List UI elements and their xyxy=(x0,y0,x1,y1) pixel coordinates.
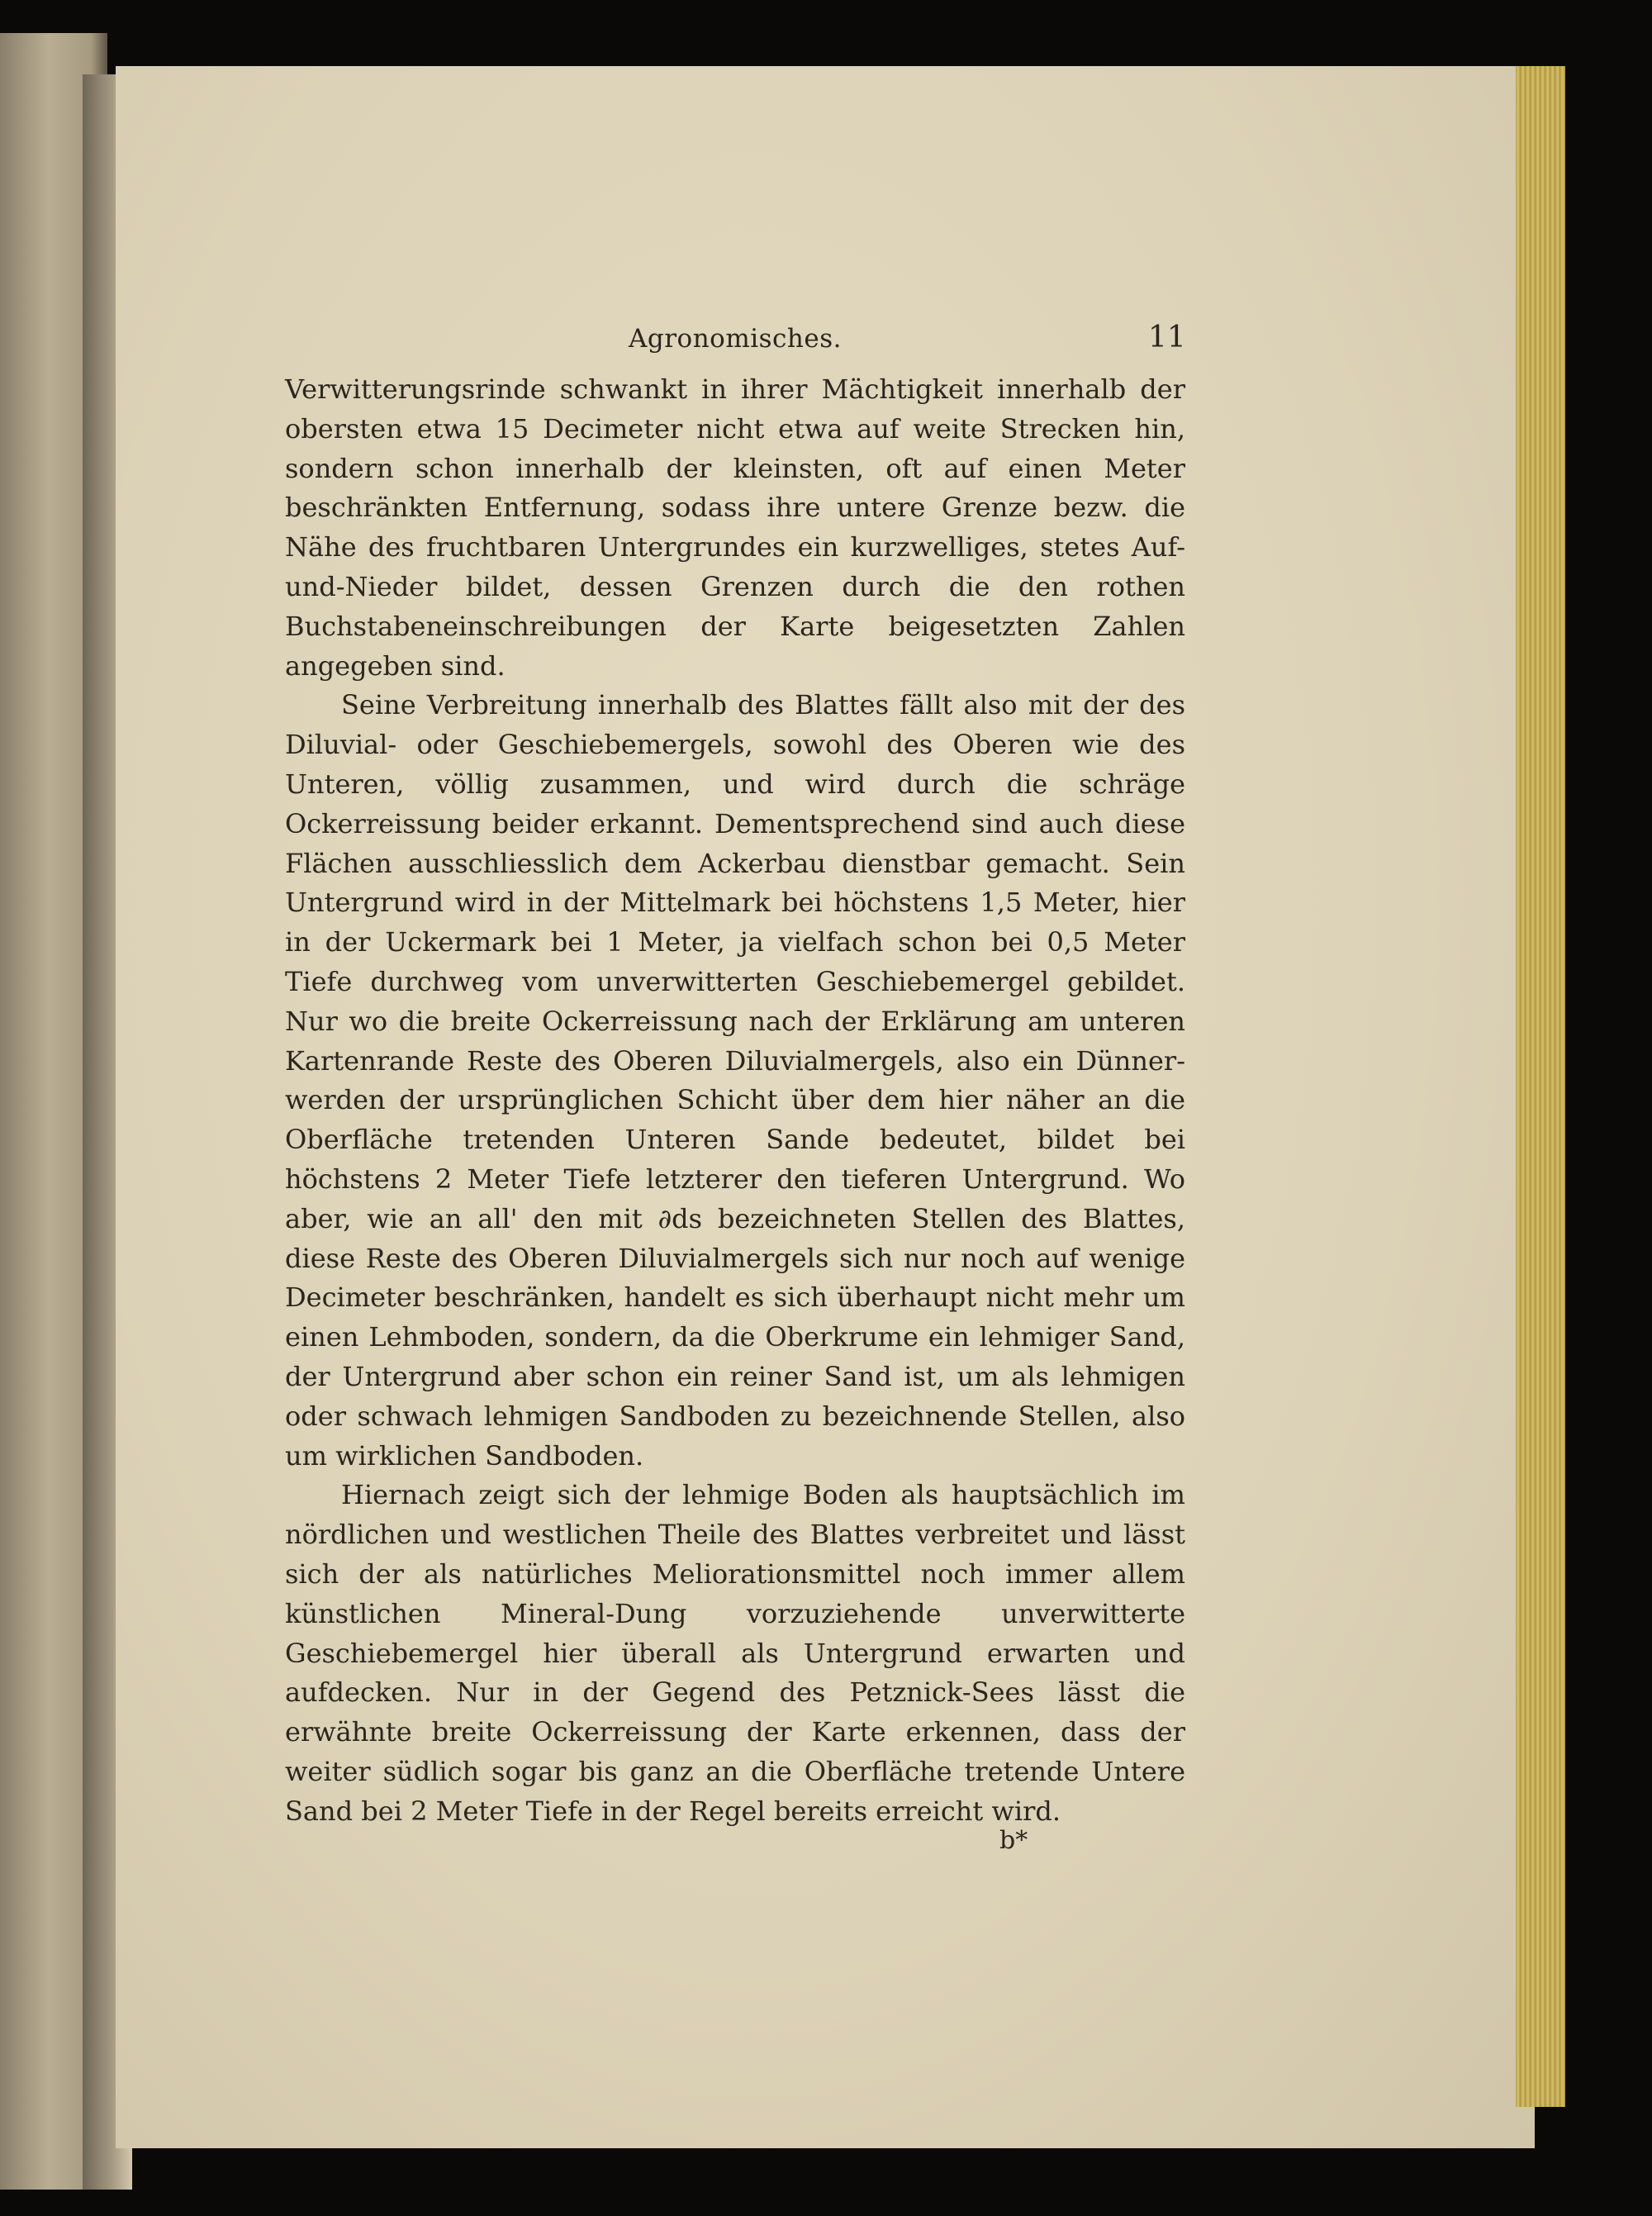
paragraph-2: Seine Verbreitung innerhalb des Blattes fällt also mit der des Diluvial- oder Geschiebemergels, sowohl des Oberen wie des Unteren, völlig zusammen, und wird durch die schräge Ockerreissung beider erkannt. Dementsprechend sind auch diese Flächen ausschliesslich dem Ackerbau dienstbar gemacht. Sein Untergrund wird in der Mittelmark bei höchstens 1,5 Meter, hier in der Uckermark bei 1 Meter, ja vielfach schon bei 0,5 Meter Tiefe durchweg vom unverwitterten Geschiebemergel gebildet. Nur wo die breite Ockerreissung nach der Erklärung am unteren Kartenrande Reste des Oberen Diluvialmergels, also ein Dünner-werden der ursprünglichen Schicht über dem hier näher an die Oberfläche tretenden Unteren Sande bedeutet, bildet bei höchstens 2 Meter Tiefe letzterer den tieferen Untergrund. Wo aber, wie an all' den mit ∂ds bezeichneten Stellen des Blattes, diese Reste des Oberen Diluvialmergels sich nur noch auf wenige Decimeter beschränken, handelt es sich überhaupt nicht mehr um einen Lehmboden, sondern, da die Oberkrume ein lehmiger Sand, der Untergrund aber schon ein reiner Sand ist, um als lehmigen oder schwach lehmigen Sandboden zu bezeichnende Stellen, also um wirklichen Sandboden. xyxy=(285,689,1185,1472)
page-number: 11 xyxy=(1148,321,1186,354)
paragraph-1: Verwitterungsrinde schwankt in ihrer Mächtigkeit innerhalb der obersten etwa 15 Decimeter nicht etwa auf weite Strecken hin, sondern schon innerhalb der kleinsten, oft auf einen Meter beschränkten Entfernung, sodass ihre untere Grenze bezw. die Nähe des fruchtbaren Untergrundes ein kurzwelliges, stetes Auf-und-Nieder bildet, dessen Grenzen durch die den rothen Buchstabeneinschreibungen der Karte beigesetzten Zahlen angegeben sind. xyxy=(285,373,1185,682)
gilded-page-edges xyxy=(1516,66,1565,2107)
page-text-block xyxy=(285,318,1185,1831)
signature-mark: b* xyxy=(999,1826,1028,1855)
running-title: Agronomisches. xyxy=(629,324,842,354)
paragraph-3: Hiernach zeigt sich der lehmige Boden als hauptsächlich im nördlichen und westlichen Theile des Blattes verbreitet und lässt sich der als natürliches Meliorationsmittel noch immer allem künstlichen Mineral-Dung vorzuziehende unverwitterte Geschiebemergel hier überall als Untergrund erwarten und aufdecken. Nur in der Gegend des Petznick-Sees lässt die erwähnte breite Ockerreissung der Karte erkennen, dass der weiter südlich sogar bis ganz an die Oberfläche tretende Untere Sand bei 2 Meter Tiefe in der Regel bereits erreicht wird. xyxy=(285,1479,1185,1827)
running-head xyxy=(285,318,1185,364)
